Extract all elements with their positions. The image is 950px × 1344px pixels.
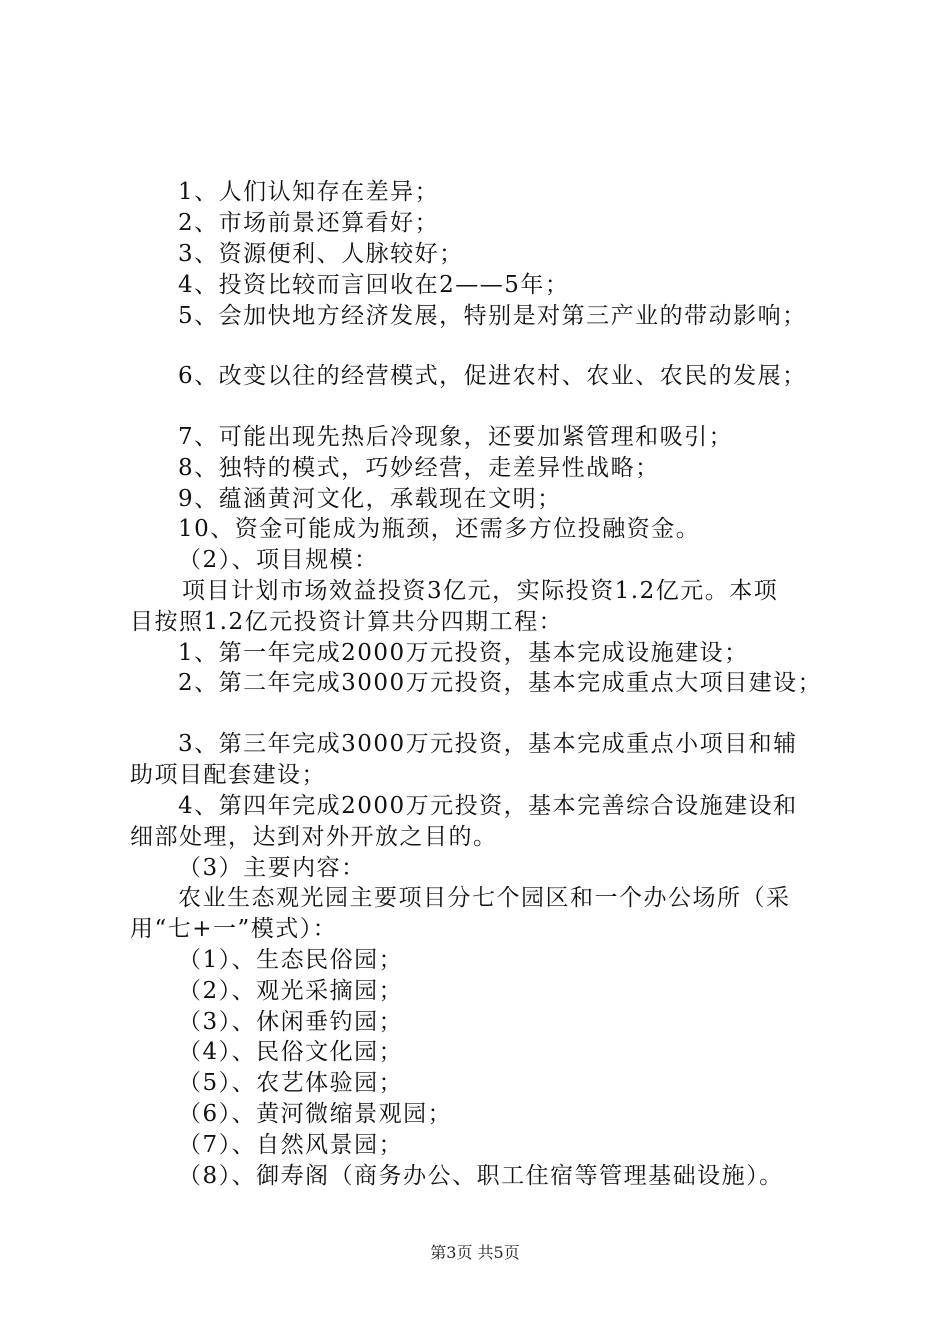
list-item: （2）、观光采摘园； [178, 978, 404, 1004]
list-item: （3）、休闲垂钓园； [178, 1009, 404, 1035]
list-item: （5）、农艺体验园； [178, 1070, 404, 1096]
list-item: 5、会加快地方经济发展，特别是对第三产业的带动影响； [178, 303, 807, 329]
list-item: 6、改变以往的经营模式，促进农村、农业、农民的发展； [178, 363, 807, 389]
list-item: 2、市场前景还算看好； [178, 210, 440, 236]
list-item: （1）、生态民俗园； [178, 947, 404, 973]
list-item: 1、第一年完成2000万元投资，基本完成设施建设； [178, 640, 749, 666]
paragraph-line: 用“七+一”模式）： [130, 916, 338, 942]
list-item: （4）、民俗文化园； [178, 1039, 404, 1065]
list-item-continued: 细部处理，达到对外开放之目的。 [130, 824, 498, 850]
list-item: 4、第四年完成2000万元投资，基本完善综合设施建设和 [178, 793, 798, 819]
paragraph-line: 农业生态观光园主要项目分七个园区和一个办公场所（采 [178, 885, 791, 911]
page-number-footer: 第3页 共5页 [430, 1243, 520, 1262]
list-item: （7）、自然风景园； [178, 1132, 404, 1158]
list-item: 1、人们认知存在差异； [178, 179, 440, 205]
section-heading: （3）主要内容： [178, 855, 366, 881]
paragraph-line: 项目计划市场效益投资3亿元，实际投资1.2亿元。本项 [182, 578, 779, 604]
list-item: 3、资源便利、人脉较好； [178, 241, 464, 267]
list-item-continued: 助项目配套建设； [130, 762, 326, 788]
paragraph-line: 目按照1.2亿元投资计算共分四期工程： [130, 609, 564, 635]
list-item: 9、蕴涵黄河文化，承载现在文明； [178, 486, 562, 512]
list-item: 4、投资比较而言回收在2——5年； [178, 272, 570, 298]
list-item: 2、第二年完成3000万元投资，基本完成重点大项目建设； [178, 670, 823, 696]
list-item: 7、可能出现先热后冷现象，还要加紧管理和吸引； [178, 424, 734, 450]
list-item: 8、独特的模式，巧妙经营，走差异性战略； [178, 455, 660, 481]
list-item: （6）、黄河微缩景观园； [178, 1101, 453, 1127]
section-heading: （2）、项目规模： [178, 547, 379, 573]
list-item: 3、第三年完成3000万元投资，基本完成重点小项目和辅 [178, 731, 798, 757]
list-item: 10、资金可能成为瓶颈，还需多方位投融资金。 [178, 516, 701, 542]
list-item: （8）、御寿阁（商务办公、职工住宿等管理基础设施）。 [178, 1163, 784, 1189]
